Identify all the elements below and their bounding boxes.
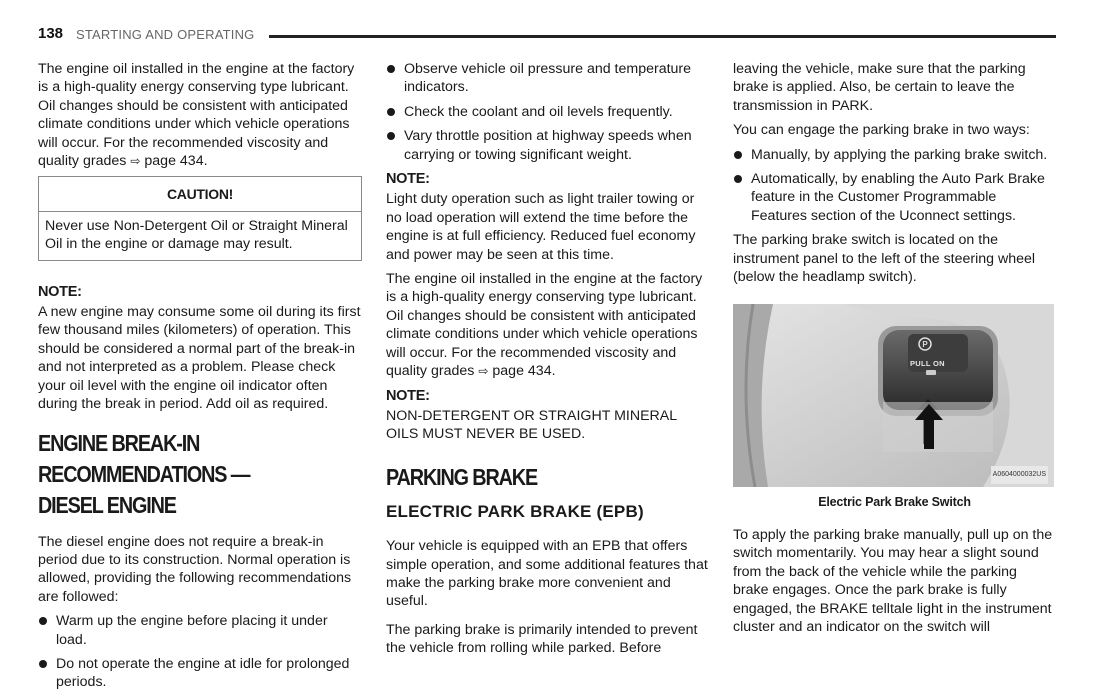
paragraph: leaving the vehicle, make sure that the parking brake is applied. Also, be certain to leave the transmission in PARK. <box>733 61 1026 114</box>
section-title: STARTING AND OPERATING <box>76 27 255 42</box>
list-item: Manually, by applying the parking brake switch. <box>733 146 1056 164</box>
paragraph: The diesel engine does not require a break-in period due to its construction. Normal operation is allowed, providing the following recommendations are followed: <box>38 533 352 605</box>
svg-text:P: P <box>922 340 928 350</box>
arrow-right-outline-icon: ⇨ <box>478 364 489 379</box>
park-brake-switch-illustration <box>733 304 1054 487</box>
header-rule <box>269 35 1056 38</box>
page-reference-link[interactable]: page 434. <box>492 363 556 380</box>
list-item: Do not operate the engine at idle for prolonged periods. <box>38 655 362 692</box>
park-brake-switch-photo <box>733 304 1054 487</box>
bullet-list <box>733 146 1056 226</box>
note-text: A new engine may consume some oil during its first few thousand miles (kilometers) of operation. This should be considered a normal part of the break-in and not interpreted as a problem. Please check your oil level with the engine oil indicator often during the break in period. Add oil as required. <box>38 304 361 413</box>
list-item: Observe vehicle oil pressure and temperature indicators. <box>386 60 708 97</box>
column-2 <box>386 60 708 664</box>
list-item: Vary throttle position at highway speeds when carrying or towing significant weight. <box>386 127 708 164</box>
caution-body: Never use Non-Detergent Oil or Straight Mineral Oil in the engine or damage may result. <box>45 217 348 253</box>
page-reference-link[interactable]: page 434. <box>144 153 208 170</box>
arrow-right-outline-icon: ⇨ <box>130 154 141 169</box>
note-label: NOTE: <box>386 171 430 188</box>
paragraph: The engine oil installed in the engine at the factory is a high-quality energy conserving type lubricant. Oil changes should be consistent with anticipated climate conditions under which vehicle operations will occur. For the recommended viscosity and quality grades ⇨ page 434. <box>386 271 703 380</box>
bullet-list <box>386 60 708 164</box>
section-heading: PARKING BRAKE <box>386 463 538 490</box>
caution-title: CAUTION! <box>39 177 361 211</box>
list-item: Automatically, by enabling the Auto Park Brake feature in the Customer Programmable Features section of the Uconnect settings. <box>733 170 1056 225</box>
column-3 <box>733 60 1056 642</box>
paragraph: The parking brake switch is located on the instrument panel to the left of the steering wheel (below the headlamp switch). <box>733 232 1036 286</box>
page-header <box>38 25 1056 45</box>
note-label: NOTE: <box>386 387 430 404</box>
paragraph: To apply the parking brake manually, pull up on the switch momentarily. You may hear a slight sound from the back of the vehicle while the parking brake engages. Once the park brake is fully engaged, the BRAKE telltale light in the instrument cluster and an indicator on the switch will <box>733 526 1053 635</box>
list-item: Check the coolant and oil levels frequently. <box>386 103 708 121</box>
note-text: NON-DETERGENT OR STRAIGHT MINERAL OILS MUST NEVER BE USED. <box>386 407 677 443</box>
switch-label: PULL ON <box>910 359 945 369</box>
paragraph: You can engage the parking brake in two ways: <box>733 122 1030 139</box>
paragraph: Your vehicle is equipped with an EPB that offers simple operation, and some additional features that make the parking brake more convenient and useful. <box>386 538 708 610</box>
bullet-list <box>38 612 362 692</box>
section-heading: ENGINE BREAK-IN RECOMMENDATIONS — DIESEL ENGINE <box>38 429 250 518</box>
page-number: 138 <box>38 25 64 42</box>
caution-box <box>38 176 362 260</box>
paragraph: The engine oil installed in the engine at the factory is a high-quality energy conserving type lubricant. Oil changes should be consistent with anticipated climate conditions under which vehicle operations will occur. For the recommended viscosity and quality grades ⇨ page 434. <box>38 61 355 170</box>
image-code: A0604000032US <box>991 466 1048 484</box>
note-text: Light duty operation such as light trailer towing or no load operation will extend the time before the engine is at full efficiency. Reduced fuel economy and power may be seen at this time. <box>386 191 696 263</box>
figure-caption: Electric Park Brake Switch <box>818 495 971 510</box>
paragraph: The parking brake is primarily intended to prevent the vehicle from rolling while parked. Before <box>386 621 698 657</box>
column-1 <box>38 60 362 698</box>
subsection-heading: ELECTRIC PARK BRAKE (EPB) <box>386 501 644 521</box>
list-item: Warm up the engine before placing it under load. <box>38 612 362 649</box>
note-label: NOTE: <box>38 283 82 300</box>
